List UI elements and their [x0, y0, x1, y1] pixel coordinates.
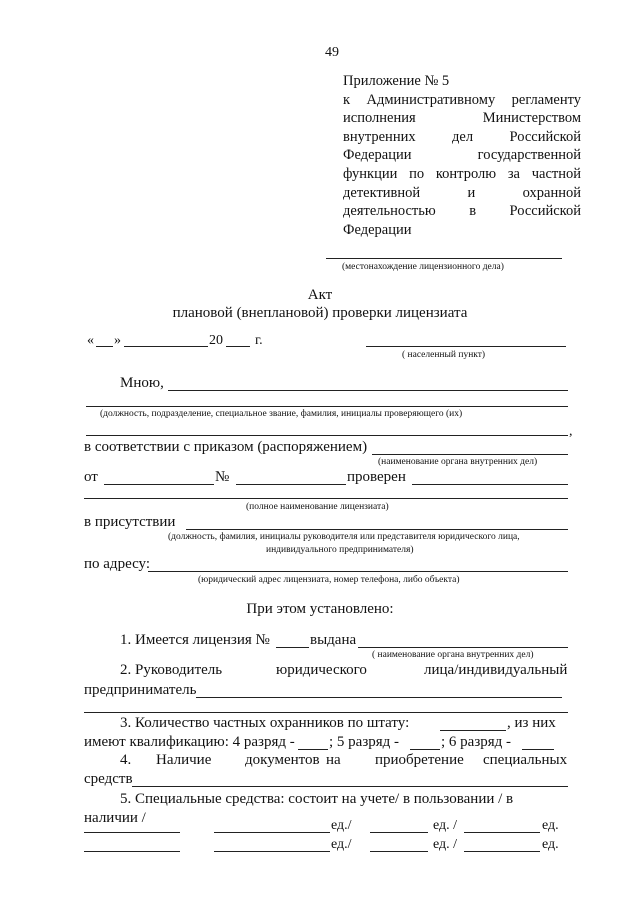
item5-row1-unit-c: ед.: [542, 818, 559, 833]
order-checked-line: [412, 484, 568, 485]
item1-label: 1. Имеется лицензия №: [120, 632, 270, 648]
item3-cat4-line: [298, 749, 328, 750]
settlement-line: [366, 346, 566, 347]
licensee-caption: (полное наименование лицензиата): [246, 502, 389, 512]
inspector-line: [86, 406, 568, 407]
item4-word: Наличие: [156, 752, 212, 768]
order-number-label: №: [215, 469, 230, 485]
date-year-line: [226, 346, 250, 347]
item2-line2-label: предприниматель: [84, 682, 197, 698]
item2-line-2: [84, 712, 568, 713]
order-number-line: [236, 484, 346, 485]
item5-row2-qty-c-line: [464, 851, 540, 852]
appendix-line-last: Федерации: [343, 221, 412, 238]
comma: ,: [569, 424, 573, 439]
item3-line1: 3. Количество частных охранников по штату:: [120, 715, 410, 731]
address-label: по адресу:: [84, 556, 151, 572]
order-label: в соответствии с приказом (распоряжением): [84, 439, 368, 455]
page-number: 49: [325, 45, 339, 60]
act-title: Акт: [307, 287, 333, 303]
item2-word: лица/индивидуальный: [424, 662, 568, 678]
order-date-line: [104, 484, 214, 485]
item4-word: приобретение: [375, 752, 464, 768]
item4-word: 4.: [120, 752, 132, 768]
item1-issued-label: выдана: [310, 632, 357, 648]
appendix-line: исполнения Министерством: [343, 110, 581, 127]
presence-label: в присутствии: [84, 514, 176, 530]
act-subtitle: плановой (внеплановой) проверки лицензиата: [172, 305, 468, 321]
item1-issued-line: [358, 647, 568, 648]
item5-row2-qty-b-line: [370, 851, 428, 852]
item2-word: 2. Руководитель: [120, 662, 223, 678]
order-from-label: от: [84, 469, 98, 485]
item1-number-line: [276, 647, 309, 648]
appendix-line: деятельностью в Российской: [343, 203, 581, 220]
item2-line: [196, 697, 562, 698]
item5-row1-unit-a: ед./: [331, 818, 352, 833]
appendix-line: детективной и охранной: [343, 184, 581, 201]
inspector-caption: (должность, подразделение, специальное звание, фамилия, инициалы проверяющего (их): [100, 409, 463, 419]
item1-caption: ( наименование органа внутренних дел): [372, 650, 534, 660]
item5-row2-qty-a-line: [214, 851, 330, 852]
settlement-caption: ( населенный пункт): [402, 350, 486, 360]
appendix-line: внутренних дел Российской: [343, 128, 581, 145]
item3-cat5-label: ; 5 разряд -: [329, 734, 400, 750]
item4-word: документов: [245, 752, 320, 768]
item4-line2-label: средств: [84, 771, 133, 787]
item5-line2: наличии /: [84, 810, 146, 826]
order-line: [372, 454, 568, 455]
by-me-line: [168, 390, 568, 391]
item4-line: [132, 786, 568, 787]
appendix-block: [343, 72, 581, 239]
licensee-line: [84, 498, 568, 499]
item5-row2-name-line: [84, 851, 180, 852]
item2-word: юридического: [276, 662, 367, 678]
date-year-suffix: г.: [255, 333, 263, 348]
date-year-prefix: 20: [209, 333, 223, 348]
item4-word: на: [326, 752, 341, 768]
item5-row2-unit-c: ед.: [542, 837, 559, 852]
item3-cat4-label: имеют квалификацию: 4 разряд -: [84, 734, 295, 750]
item5-line1: 5. Специальные средства: состоит на учете/ в пользовании / в: [120, 791, 514, 807]
item3-line1-suffix: , из них: [507, 715, 556, 731]
order-caption: (наименование органа внутренних дел): [378, 457, 538, 467]
date-day-line: [96, 346, 113, 347]
item5-row2-unit-a: ед./: [331, 837, 352, 852]
item3-cat5-line: [410, 749, 440, 750]
item5-row1-qty-c-line: [464, 832, 540, 833]
date-quote-close: »: [114, 333, 121, 348]
item5-row1-unit-b: ед. /: [433, 818, 458, 833]
case-location-line: [326, 258, 562, 259]
order-checked-label: проверен: [347, 469, 406, 485]
appendix-title: Приложение № 5: [343, 73, 450, 89]
item5-row2-unit-b: ед. /: [433, 837, 458, 852]
date-month-line: [124, 346, 208, 347]
case-location-caption: (местонахождение лицензионного дела): [342, 262, 504, 272]
presence-caption-2: индивидуального предпринимателя): [266, 545, 414, 555]
item3-staff-line: [440, 730, 506, 731]
item5-row1-qty-b-line: [370, 832, 428, 833]
address-line: [148, 571, 568, 572]
by-me-label: Мною,: [120, 375, 164, 391]
presence-line: [186, 529, 568, 530]
item5-row1-qty-a-line: [214, 832, 330, 833]
presence-caption-1: (должность, фамилия, инициалы руководителя или представителя юридического лица,: [168, 532, 520, 542]
address-caption: (юридический адрес лицензиата, номер телефона, либо объекта): [198, 575, 460, 585]
item4-word: специальных: [483, 752, 568, 768]
appendix-line: Федерации государственной: [343, 147, 581, 164]
item5-row1-name-line: [84, 832, 180, 833]
item3-cat6-label: ; 6 разряд -: [441, 734, 512, 750]
appendix-line: к Административному регламенту: [343, 91, 581, 108]
established-heading: При этом установлено:: [246, 601, 394, 617]
date-quote-open: «: [87, 333, 94, 348]
inspector-line-2: [86, 435, 568, 436]
appendix-line: функции по контролю за частной: [343, 165, 581, 182]
item3-cat6-line: [522, 749, 554, 750]
